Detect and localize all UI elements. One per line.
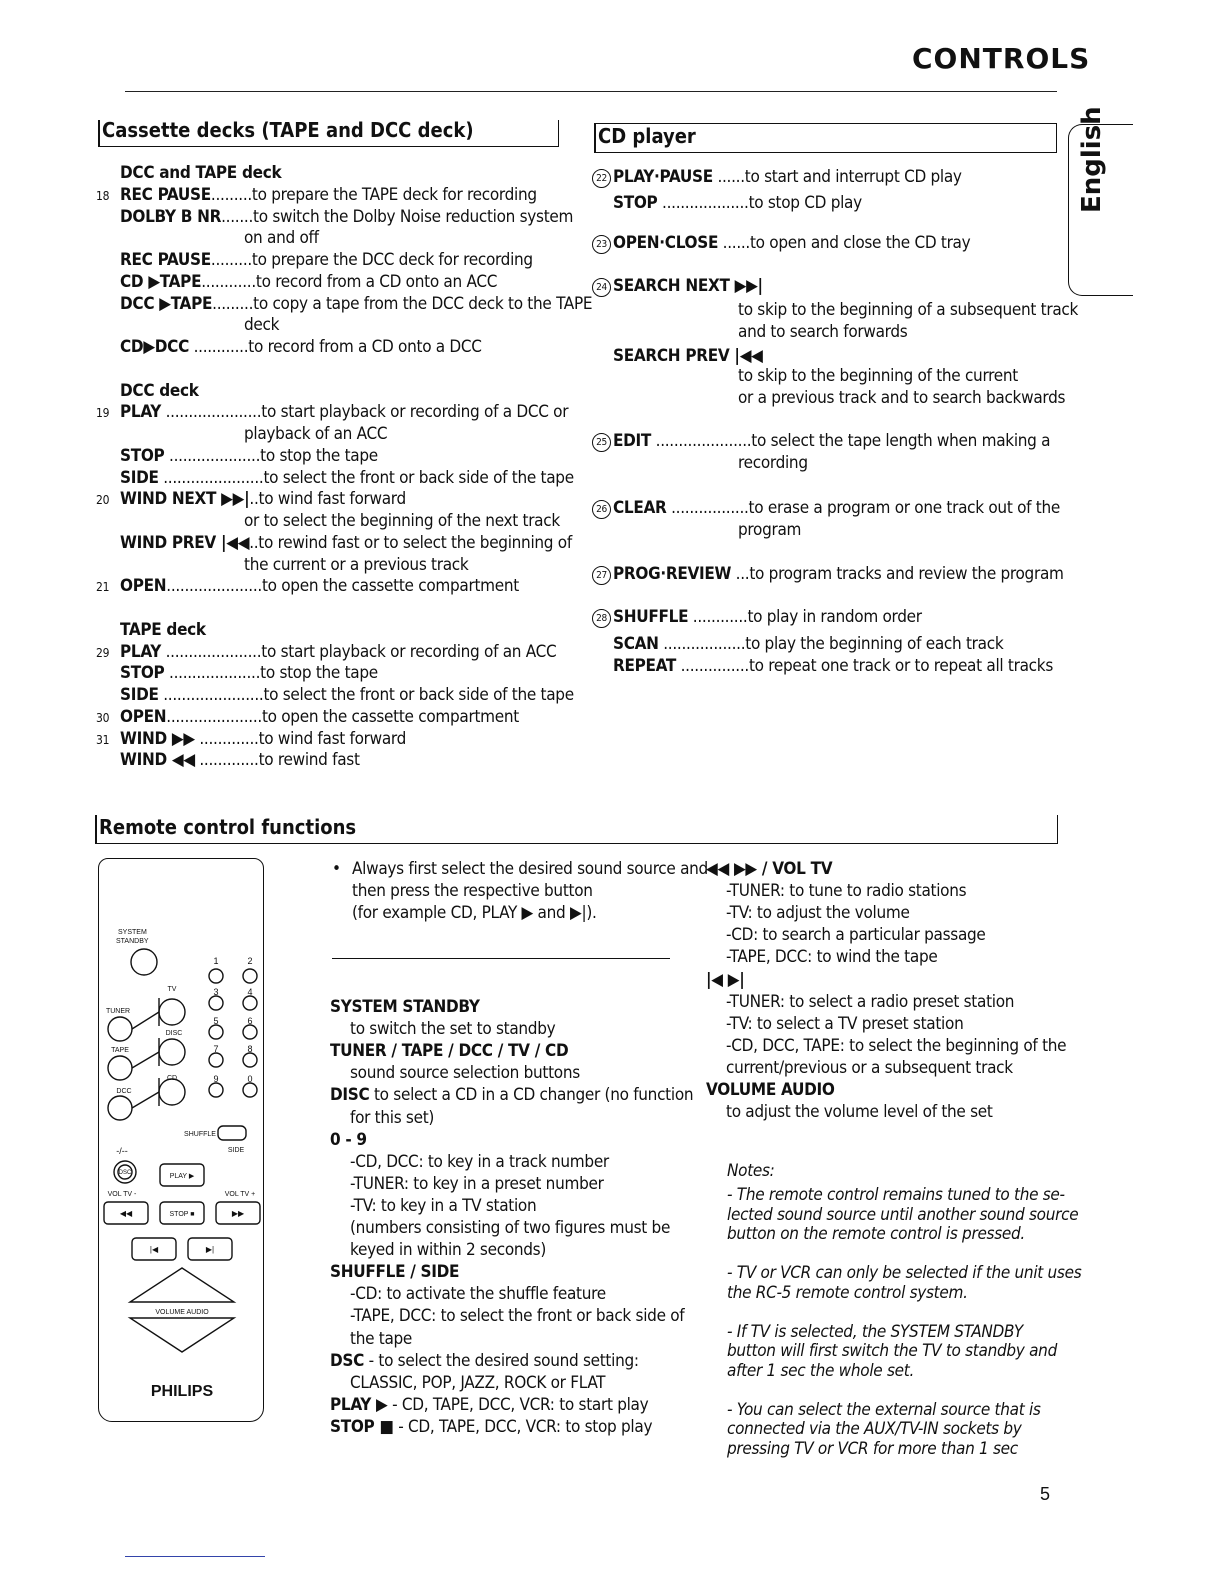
function-row xyxy=(350,1195,536,1217)
function-row xyxy=(330,1040,568,1062)
function-row xyxy=(706,969,745,991)
cassette-row xyxy=(96,662,378,684)
control-name: DCC ▶TAPE xyxy=(120,293,213,314)
function-text: -TUNER: to select a radio preset station xyxy=(726,991,1015,1012)
control-description: on and off xyxy=(244,228,319,249)
control-name: PLAY xyxy=(120,402,162,423)
control-name: PROG·REVIEW xyxy=(613,564,732,584)
function-row xyxy=(726,924,986,946)
callout-number: 22 xyxy=(592,169,611,188)
control-description: .............to rewind fast xyxy=(194,750,360,771)
svg-text:SHUFFLE: SHUFFLE xyxy=(184,1131,216,1138)
control-name: REC PAUSE xyxy=(120,250,211,270)
cd-row xyxy=(592,651,1053,677)
control-name: CLEAR xyxy=(613,498,667,518)
callout-number: 21 xyxy=(96,580,110,595)
control-description: ...to program tracks and review the program xyxy=(731,564,1064,584)
callout-number: 24 xyxy=(592,278,611,297)
page-number: 5 xyxy=(1040,1484,1051,1504)
dcc-button xyxy=(108,1096,132,1120)
svg-text:-/--: -/-- xyxy=(116,1146,128,1156)
function-text: -TUNER: to tune to radio stations xyxy=(726,881,967,902)
control-name: WIND ◀◀ xyxy=(120,750,195,771)
function-name: DSC xyxy=(330,1350,365,1371)
control-name: SEARCH PREV |◀◀ xyxy=(613,346,763,366)
function-text: sound source selection buttons xyxy=(350,1063,580,1084)
svg-text:5: 5 xyxy=(213,1016,219,1026)
svg-text:1: 1 xyxy=(213,956,219,966)
remote-divider xyxy=(332,958,670,959)
remote-control-drawing xyxy=(98,858,264,1422)
svg-text:VOL TV -: VOL TV - xyxy=(107,1191,137,1198)
function-row xyxy=(330,996,480,1018)
function-name: VOLUME AUDIO xyxy=(706,1080,835,1100)
svg-text:0: 0 xyxy=(247,1074,253,1084)
control-name: STOP xyxy=(613,193,658,213)
function-text: - CD, TAPE, DCC, VCR: to stop play xyxy=(393,1416,653,1437)
function-row xyxy=(726,1035,1066,1057)
svg-text:DCC: DCC xyxy=(116,1088,132,1095)
standby-label: STANDBY xyxy=(116,938,149,945)
control-description: .........to prepare the DCC deck for recording xyxy=(210,250,533,270)
control-name: STOP xyxy=(120,663,165,684)
cassette-row xyxy=(96,554,468,576)
footer-rule xyxy=(125,1556,265,1557)
function-row xyxy=(350,1062,580,1084)
control-name: REC PAUSE xyxy=(120,184,211,205)
callout-number: 26 xyxy=(592,500,611,519)
function-row xyxy=(330,1416,652,1438)
cassette-row xyxy=(96,445,378,467)
function-row xyxy=(726,1057,1013,1079)
cd-row xyxy=(592,275,763,297)
control-description: .....................to start playback or recording of an ACC xyxy=(161,641,557,662)
svg-text:◀◀: ◀◀ xyxy=(119,1209,133,1218)
cd-row xyxy=(738,321,907,343)
function-row xyxy=(726,880,966,902)
svg-text:2: 2 xyxy=(247,956,253,966)
cassette-row xyxy=(96,249,533,271)
function-text: current/previous or a subsequent track xyxy=(726,1057,1013,1078)
cassette-row xyxy=(96,293,592,315)
control-description: ..to wind fast forward xyxy=(249,489,406,510)
function-row xyxy=(330,1261,459,1283)
svg-text:VOLUME AUDIO: VOLUME AUDIO xyxy=(155,1309,209,1316)
control-name: STOP xyxy=(120,445,165,466)
control-description: ......to start and interrupt CD play xyxy=(712,167,962,187)
svg-text:STOP ■: STOP ■ xyxy=(169,1211,195,1218)
cd-row xyxy=(592,341,763,367)
cassette-row xyxy=(96,488,406,511)
note-line: after 1 sec the whole set. xyxy=(727,1360,914,1381)
cassette-row xyxy=(96,706,519,729)
svg-text:SIDE: SIDE xyxy=(227,1147,245,1154)
cd-heading: CD player xyxy=(598,124,696,148)
function-text: the tape xyxy=(350,1328,413,1349)
function-row xyxy=(726,1013,963,1035)
svg-text:6: 6 xyxy=(247,1016,253,1026)
function-row xyxy=(350,1217,670,1239)
tuner-button xyxy=(108,1017,132,1041)
cassette-row xyxy=(96,206,573,228)
control-description: ............to record from a CD onto a DCC xyxy=(189,337,482,357)
callout-number: 27 xyxy=(592,566,611,585)
note-line: - The remote control remains tuned to the se- xyxy=(727,1185,1065,1205)
cd-row xyxy=(592,606,922,628)
cd-row xyxy=(738,519,801,541)
callout-number: 20 xyxy=(96,493,110,508)
control-description: ......................to select the front or back side of the tape xyxy=(158,685,574,705)
control-description: and to search forwards xyxy=(738,322,908,342)
tape-button xyxy=(108,1056,132,1080)
function-row xyxy=(350,1305,684,1327)
cassette-row xyxy=(96,597,120,619)
function-row xyxy=(350,1328,412,1350)
control-description: .....................to select the tape length when making a xyxy=(651,431,1051,451)
control-description: .............to wind fast forward xyxy=(194,728,406,749)
function-row xyxy=(350,1151,609,1173)
control-description: ....................to stop the tape xyxy=(164,445,378,466)
callout-number: 28 xyxy=(592,609,611,628)
callout-number: 19 xyxy=(96,406,110,421)
function-text: - CD, TAPE, DCC, VCR: to start play xyxy=(387,1394,649,1415)
function-row xyxy=(350,1173,604,1195)
function-text: -TV: to select a TV preset station xyxy=(726,1013,964,1034)
control-description: ..................to play the beginning of each track xyxy=(658,634,1004,654)
note-line: connected via the AUX/TV-IN sockets by xyxy=(727,1419,1022,1439)
cassette-row xyxy=(96,728,406,751)
cassette-row xyxy=(96,575,519,598)
function-name: TUNER / TAPE / DCC / TV / CD xyxy=(330,1041,569,1062)
cassette-row xyxy=(96,749,360,771)
function-row xyxy=(706,858,832,880)
cd-row xyxy=(592,563,1064,585)
remote-heading: Remote control functions xyxy=(99,815,357,839)
control-name: DCC deck xyxy=(120,380,199,401)
cd-row xyxy=(592,232,970,254)
function-text: CLASSIC, POP, JAZZ, ROCK or FLAT xyxy=(350,1372,606,1393)
svg-text:PLAY ▶: PLAY ▶ xyxy=(169,1173,195,1180)
function-text: -CD: to activate the shuffle feature xyxy=(350,1284,606,1305)
function-text: -CD, DCC: to key in a track number xyxy=(350,1151,609,1172)
function-text: (numbers consisting of two figures must be xyxy=(350,1218,671,1238)
control-name: TAPE deck xyxy=(120,619,206,640)
function-text: to adjust the volume level of the set xyxy=(726,1102,993,1123)
function-name: SYSTEM STANDBY xyxy=(330,997,480,1017)
cassette-row xyxy=(96,619,206,641)
control-description: to skip to the beginning of the current xyxy=(738,366,1018,386)
cassette-row xyxy=(96,532,572,554)
svg-text:PHILIPS: PHILIPS xyxy=(150,1383,214,1400)
note-line: - If TV is selected, the SYSTEM STANDBY xyxy=(727,1321,1023,1342)
control-name: EDIT xyxy=(613,431,652,451)
function-row xyxy=(330,1084,693,1106)
control-name: WIND ▶▶ xyxy=(120,728,195,749)
cassette-row xyxy=(96,336,482,358)
note-line: button on the remote control is pressed. xyxy=(727,1224,1025,1244)
function-text: -CD: to search a particular passage xyxy=(726,925,986,946)
control-description: deck xyxy=(244,315,280,336)
control-description: ...................to stop CD play xyxy=(657,193,862,213)
function-name: DISC xyxy=(330,1085,370,1106)
control-name: OPEN xyxy=(120,576,167,597)
function-name: 0 - 9 xyxy=(330,1129,367,1150)
cd-list xyxy=(592,0,1079,700)
function-row xyxy=(706,1079,835,1101)
system-standby-button xyxy=(131,949,157,975)
control-name: DCC and TAPE deck xyxy=(120,163,282,183)
function-row xyxy=(350,1107,434,1129)
svg-text:9: 9 xyxy=(213,1074,219,1084)
control-description: ............to record from a CD onto an ACC xyxy=(201,271,498,292)
function-text: -TUNER: to key in a preset number xyxy=(350,1173,604,1194)
function-row xyxy=(726,991,1014,1013)
control-name: WIND NEXT ▶▶| xyxy=(120,489,250,510)
control-description: ......to open and close the CD tray xyxy=(718,233,971,253)
function-row xyxy=(350,1372,605,1394)
cd-row xyxy=(592,188,862,214)
control-description: the current or a previous track xyxy=(244,554,469,575)
svg-text:TAPE: TAPE xyxy=(111,1047,129,1054)
control-name: SCAN xyxy=(613,634,659,654)
cassette-row xyxy=(96,684,574,706)
control-description: .........to copy a tape from the DCC deck to the TAPE xyxy=(212,293,593,314)
control-description: .......to switch the Dolby Noise reduction system xyxy=(221,206,574,227)
cassette-row xyxy=(96,271,497,293)
function-row xyxy=(330,1394,648,1416)
function-text: -CD, DCC, TAPE: to select the beginning of the xyxy=(726,1035,1067,1056)
note-line: - TV or VCR can only be selected if the unit uses xyxy=(727,1263,1082,1283)
volume-down-button xyxy=(130,1318,234,1352)
svg-text:8: 8 xyxy=(247,1044,253,1054)
control-description: or a previous track and to search backwards xyxy=(738,388,1066,408)
volume-up-button xyxy=(130,1268,234,1302)
control-name: SHUFFLE xyxy=(613,607,689,627)
control-description: ...............to repeat one track or to repeat all tracks xyxy=(676,656,1053,676)
function-text: -TAPE, DCC: to select the front or back side of xyxy=(350,1306,685,1327)
function-row xyxy=(350,1283,606,1305)
function-row xyxy=(330,1350,639,1372)
control-description: to skip to the beginning of a subsequent track xyxy=(738,300,1079,320)
control-description: or to select the beginning of the next track xyxy=(244,511,560,531)
callout-number: 30 xyxy=(96,710,110,725)
callout-number: 31 xyxy=(96,732,110,747)
callout-number: 25 xyxy=(592,433,611,452)
control-name: SIDE xyxy=(120,685,159,705)
cassette-row xyxy=(96,227,319,249)
function-name: SHUFFLE / SIDE xyxy=(330,1262,460,1283)
function-text: -TV: to adjust the volume xyxy=(726,903,910,924)
control-description: ..to rewind fast or to select the beginning of xyxy=(249,532,572,553)
page-title: CONTROLS xyxy=(912,42,1091,75)
control-name: CD▶DCC xyxy=(120,337,190,357)
control-description: .........to prepare the TAPE deck for recording xyxy=(210,184,537,205)
svg-text:DISC: DISC xyxy=(165,1030,183,1037)
svg-text:TUNER: TUNER xyxy=(105,1008,131,1015)
svg-text:|◀: |◀ xyxy=(149,1245,159,1254)
function-text: -TAPE, DCC: to wind the tape xyxy=(726,947,938,968)
control-description: ......................to select the front or back side of the tape xyxy=(158,467,574,488)
function-text: for this set) xyxy=(350,1107,435,1128)
function-text: to select a CD in a CD changer (no function xyxy=(369,1085,694,1106)
cassette-heading: Cassette decks (TAPE and DCC deck) xyxy=(102,118,474,142)
cd-row xyxy=(738,365,1018,387)
control-description: ....................to stop the tape xyxy=(164,663,378,684)
svg-text:▶|: ▶| xyxy=(205,1245,215,1254)
control-name: WIND PREV |◀◀ xyxy=(120,532,250,553)
cassette-row xyxy=(96,380,199,402)
bullet-dot: • xyxy=(332,859,341,879)
function-row xyxy=(330,1129,367,1151)
cassette-row xyxy=(96,314,279,336)
svg-text:VOL TV +: VOL TV + xyxy=(224,1191,256,1198)
notes-title: Notes: xyxy=(727,1161,775,1181)
function-row xyxy=(726,946,937,968)
control-name: SEARCH NEXT ▶▶| xyxy=(613,276,763,296)
cd-row xyxy=(738,387,1065,409)
cd-row xyxy=(738,452,808,474)
control-description: .................to erase a program or one track out of the xyxy=(666,498,1060,518)
control-name: DOLBY B NR xyxy=(120,206,222,227)
cd-row xyxy=(592,497,1060,519)
language-tab-label: English xyxy=(1077,106,1107,213)
function-name: STOP ■ xyxy=(330,1416,394,1437)
note-line: lected sound source until another sound source xyxy=(727,1204,1079,1225)
svg-text:TV: TV xyxy=(167,986,177,993)
control-description: program xyxy=(738,520,802,540)
cd-row xyxy=(738,299,1078,321)
control-description: .....................to start playback or recording of a DCC or xyxy=(161,402,569,423)
svg-text:▶▶: ▶▶ xyxy=(231,1209,245,1218)
shuffle-side-button xyxy=(218,1126,246,1140)
function-row xyxy=(350,1239,546,1261)
function-row xyxy=(726,902,910,924)
cassette-row xyxy=(96,423,387,445)
language-tab xyxy=(1068,106,1133,296)
note-line: button will first switch the TV to standby and xyxy=(727,1341,1057,1361)
callout-number: 18 xyxy=(96,188,110,203)
cassette-row xyxy=(96,162,281,184)
cassette-row xyxy=(96,467,574,489)
control-name: OPEN·CLOSE xyxy=(613,233,719,253)
svg-text:CD: CD xyxy=(166,1075,178,1082)
control-name: SIDE xyxy=(120,467,159,488)
function-name: ◀◀ ▶▶ / VOL TV xyxy=(706,859,833,879)
cd-row xyxy=(592,430,1050,452)
svg-text:4: 4 xyxy=(247,987,253,997)
svg-text:3: 3 xyxy=(213,987,219,997)
callout-number: 23 xyxy=(592,235,611,254)
control-name: REPEAT xyxy=(613,656,677,676)
svg-text:7: 7 xyxy=(213,1044,219,1054)
tv-button xyxy=(159,999,185,1025)
function-row xyxy=(726,1101,993,1123)
cassette-row xyxy=(96,358,120,380)
control-name: PLAY xyxy=(120,641,162,662)
function-name: PLAY ▶ xyxy=(330,1394,388,1415)
function-text: - to select the desired sound setting: xyxy=(364,1350,639,1371)
cassette-row xyxy=(96,641,556,664)
control-description: playback of an ACC xyxy=(244,424,388,444)
cd-button xyxy=(159,1079,185,1105)
control-description: ............to play in random order xyxy=(688,607,922,627)
control-name: PLAY·PAUSE xyxy=(613,167,713,187)
function-row xyxy=(350,1018,555,1040)
callout-number: 29 xyxy=(96,645,110,660)
control-description: .....................to open the cassette compartment xyxy=(166,706,519,727)
system-label: SYSTEM xyxy=(118,929,147,936)
disc-button xyxy=(159,1039,185,1065)
note-line: the RC-5 remote control system. xyxy=(727,1282,968,1303)
note-line: - You can select the external source that is xyxy=(727,1399,1041,1420)
function-text: to switch the set to standby xyxy=(350,1019,556,1040)
cassette-row xyxy=(96,184,537,207)
cassette-row xyxy=(96,401,568,424)
function-text: keyed in within 2 seconds) xyxy=(350,1240,547,1261)
function-text: -TV: to key in a TV station xyxy=(350,1195,537,1216)
control-description: .....................to open the cassette compartment xyxy=(166,576,519,597)
cassette-row xyxy=(96,510,560,532)
control-name: CD ▶TAPE xyxy=(120,271,202,292)
note-line: pressing TV or VCR for more than 1 sec xyxy=(727,1438,1018,1459)
control-name: OPEN xyxy=(120,706,167,727)
control-description: recording xyxy=(738,453,808,473)
function-name: |◀ ▶| xyxy=(706,969,745,990)
svg-text:DSC: DSC xyxy=(118,1170,132,1176)
cd-row xyxy=(592,166,962,188)
